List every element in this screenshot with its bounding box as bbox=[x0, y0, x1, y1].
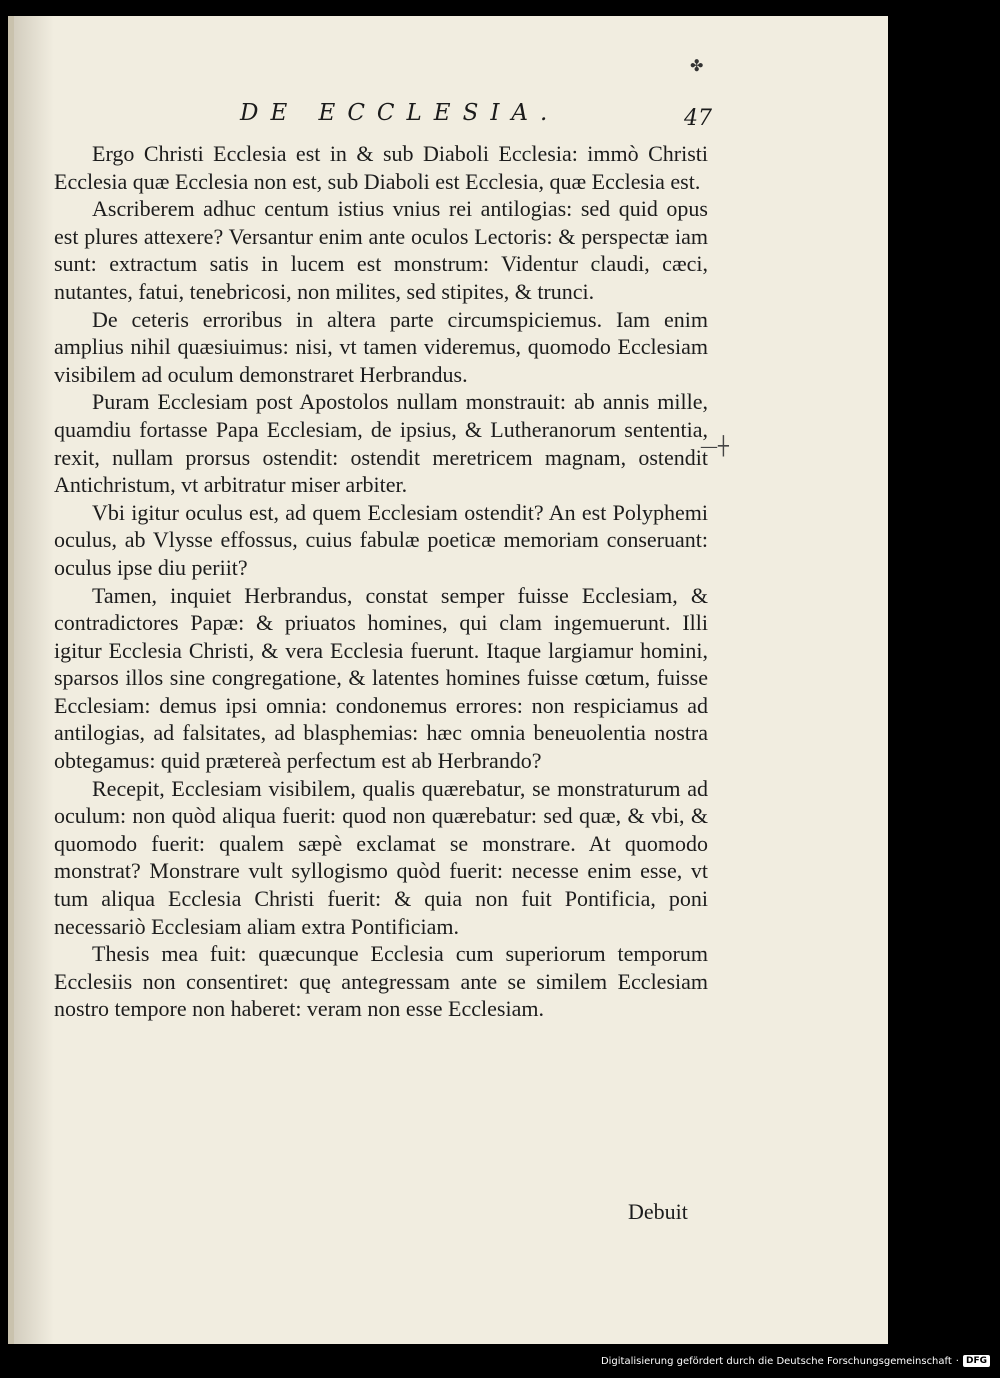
paragraph: Ergo Christi Ecclesia est in & sub Diaboli Ecclesia: immò Christi Ecclesia quæ Ecclesia non est, sub Diaboli est Ecclesia, quæ Ecclesia est. bbox=[54, 141, 708, 194]
paragraph: Tamen, inquiet Herbrandus, constat semper fuisse Ecclesiam, & contradictores Papæ: & priuatos homines, qui clam ingemuerunt. Illi igitur Ecclesia Christi, & vera Ecclesia fuerunt. Itaque largiamur homini, sparsos illos sine congregatione, & latentes homines fuisse cœtum, fuisse Ecclesiam: demus ipsi omnia: condonemus errores: non respiciamus ad antilogias, ad falsitates, ad blasphemias: hæc omnia beneuolentia nostra obtegamus: quid prætereà perfectum est ab Herbrando? bbox=[54, 582, 708, 774]
paragraph: Ascriberem adhuc centum istius vnius rei antilogias: sed quid opus est plures attexere? Versantur enim ante oculos Lectoris: & perspectæ iam sunt: extractum satis in lucem est monstrum: Videntur claudi, cæci, nutantes, fatui, tenebricosi, non milites, sed stipites, & trunci. bbox=[54, 196, 708, 304]
ornament-icon: ✤ bbox=[690, 56, 704, 75]
page-number: 47 bbox=[684, 106, 712, 131]
credit-text: Digitalisierung gefördert durch die Deutsche Forschungsgemeinschaft bbox=[600, 1355, 952, 1367]
running-title: DE ECCLESIA. bbox=[240, 100, 560, 126]
dfg-logo-icon: DFG bbox=[963, 1355, 990, 1367]
paragraph: De ceteris erroribus in altera parte circumspiciemus. Iam enim amplius nihil quæsiuimus: nisi, vt tamen videremus, quomodo Ecclesiam visibilem ad oculum demonstraret Herbrandus. bbox=[54, 306, 708, 387]
body-text bbox=[54, 140, 708, 1023]
catchword: Debuit bbox=[628, 1199, 688, 1224]
paragraph: Vbi igitur oculus est, ad quem Ecclesiam ostendit? An est Polyphemi oculus, ab Vlysse effossus, cuius fabulæ poeticæ memoriam conseruant: oculus ipse diu periit? bbox=[54, 499, 708, 580]
book-page bbox=[8, 16, 888, 1344]
paragraph: Recepit, Ecclesiam visibilem, qualis quærebatur, se monstraturum ad oculum: non quòd aliqua fuerit: quod non quærebatur: sed quæ, & vbi, & quomodo fuerit: qualem sæpè exclamat se monstrare. At quomodo monstrat? Monstrare vult syllogismo quòd fuerit: necesse enim esse, vt tum aliqua Ecclesia Christi fuerit: & quia non fuit Pontificia, poni necessariò Ecclesiam aliam extra Pontificiam. bbox=[54, 775, 708, 939]
margin-mark-icon: —┼ bbox=[700, 436, 729, 457]
paragraph: Puram Ecclesiam post Apostolos nullam monstrauit: ab annis mille, quamdiu fortasse Papa Ecclesiam, de ipsius, & Lutheranorum sententia, rexit, nullam prorsus ostendit: ostendit meretricem magnam, ostendit Antichristum, vt arbitratur miser arbiter. bbox=[54, 389, 708, 498]
paragraph: Thesis mea fuit: quæcunque Ecclesia cum superiorum temporum Ecclesiis non consentiret: quę antegressam ante se similem Ecclesiam nostro tempore non haberet: veram non esse Ecclesiam. bbox=[54, 941, 708, 1022]
footer-credit: Digitalisierung gefördert durch die Deutsche Forschungsgemeinschaft · DFG bbox=[601, 1352, 990, 1370]
